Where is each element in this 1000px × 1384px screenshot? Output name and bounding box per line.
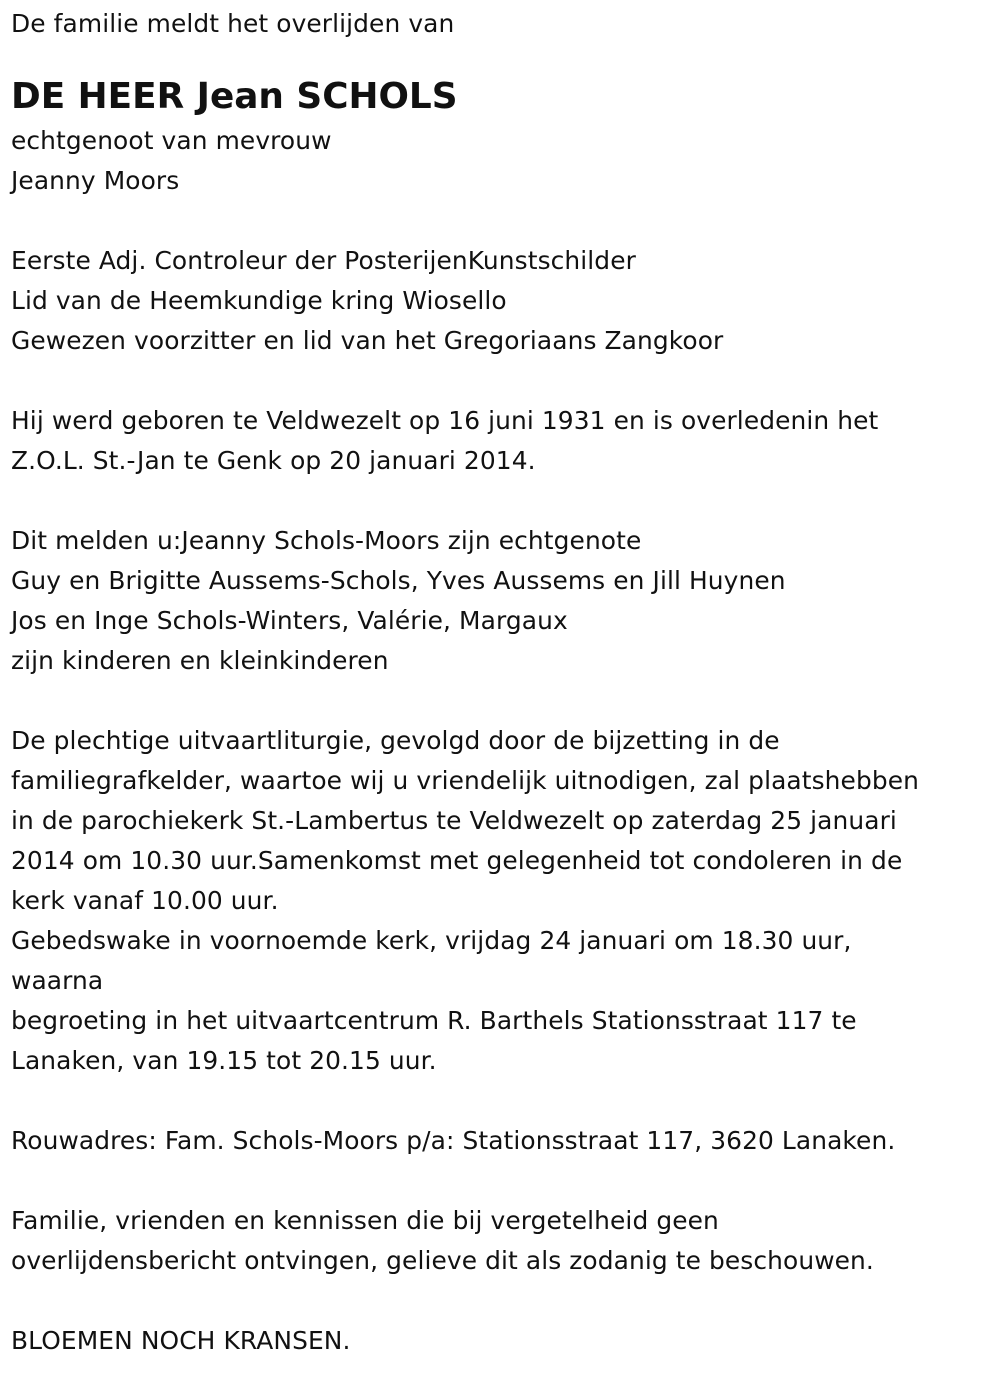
family-line: Guy en Brigitte Aussems-Schols, Yves Aussems en Jill Huynen <box>11 566 786 595</box>
function-line: Gewezen voorzitter en lid van het Gregoriaans Zangkoor <box>11 326 724 355</box>
funeral-line: in de parochiekerk St.-Lambertus te Veldwezelt op zaterdag 25 januari <box>11 806 897 835</box>
spacer <box>11 361 991 401</box>
spacer <box>11 1161 991 1201</box>
flowers-notice: BLOEMEN NOCH KRANSEN. <box>11 1326 351 1355</box>
spouse-line: echtgenoot van mevrouw <box>11 126 332 155</box>
birth-death-line: Hij werd geboren te Veldwezelt op 16 juni 1931 en is overledenin het <box>11 406 879 435</box>
spacer <box>11 201 991 241</box>
intro-text: De familie meldt het overlijden van <box>11 9 455 38</box>
funeral-line: kerk vanaf 10.00 uur. <box>11 886 279 915</box>
family-line: Dit melden u:Jeanny Schols-Moors zijn echtgenote <box>11 526 642 555</box>
deceased-name: DE HEER Jean SCHOLS <box>11 76 458 117</box>
function-line: Lid van de Heemkundige kring Wiosello <box>11 286 507 315</box>
notice-line: overlijdensbericht ontvingen, gelieve dit als zodanig te beschouwen. <box>11 1246 874 1275</box>
spouse-name: Jeanny Moors <box>11 166 180 195</box>
birth-death-line: Z.O.L. St.-Jan te Genk op 20 januari 2014. <box>11 446 536 475</box>
spacer <box>11 1081 991 1121</box>
mourning-address: Rouwadres: Fam. Schols-Moors p/a: Stationsstraat 117, 3620 Lanaken. <box>11 1126 896 1155</box>
spacer <box>11 481 991 521</box>
funeral-line: Lanaken, van 19.15 tot 20.15 uur. <box>11 1046 437 1075</box>
spacer <box>11 1281 991 1321</box>
funeral-line: familiegrafkelder, waartoe wij u vriendelijk uitnodigen, zal plaatshebben <box>11 766 919 795</box>
notice-line: Familie, vrienden en kennissen die bij vergetelheid geen <box>11 1206 719 1235</box>
spacer <box>11 681 991 721</box>
death-announcement <box>11 4 991 1361</box>
family-line: zijn kinderen en kleinkinderen <box>11 646 389 675</box>
funeral-line: begroeting in het uitvaartcentrum R. Barthels Stationsstraat 117 te <box>11 1006 857 1035</box>
function-line: Eerste Adj. Controleur der PosterijenKunstschilder <box>11 246 636 275</box>
funeral-line: 2014 om 10.30 uur.Samenkomst met gelegenheid tot condoleren in de <box>11 846 903 875</box>
funeral-line: De plechtige uitvaartliturgie, gevolgd door de bijzetting in de <box>11 726 780 755</box>
funeral-line: Gebedswake in voornoemde kerk, vrijdag 24 januari om 18.30 uur, <box>11 926 852 955</box>
family-line: Jos en Inge Schols-Winters, Valérie, Margaux <box>11 606 568 635</box>
funeral-line: waarna <box>11 966 104 995</box>
